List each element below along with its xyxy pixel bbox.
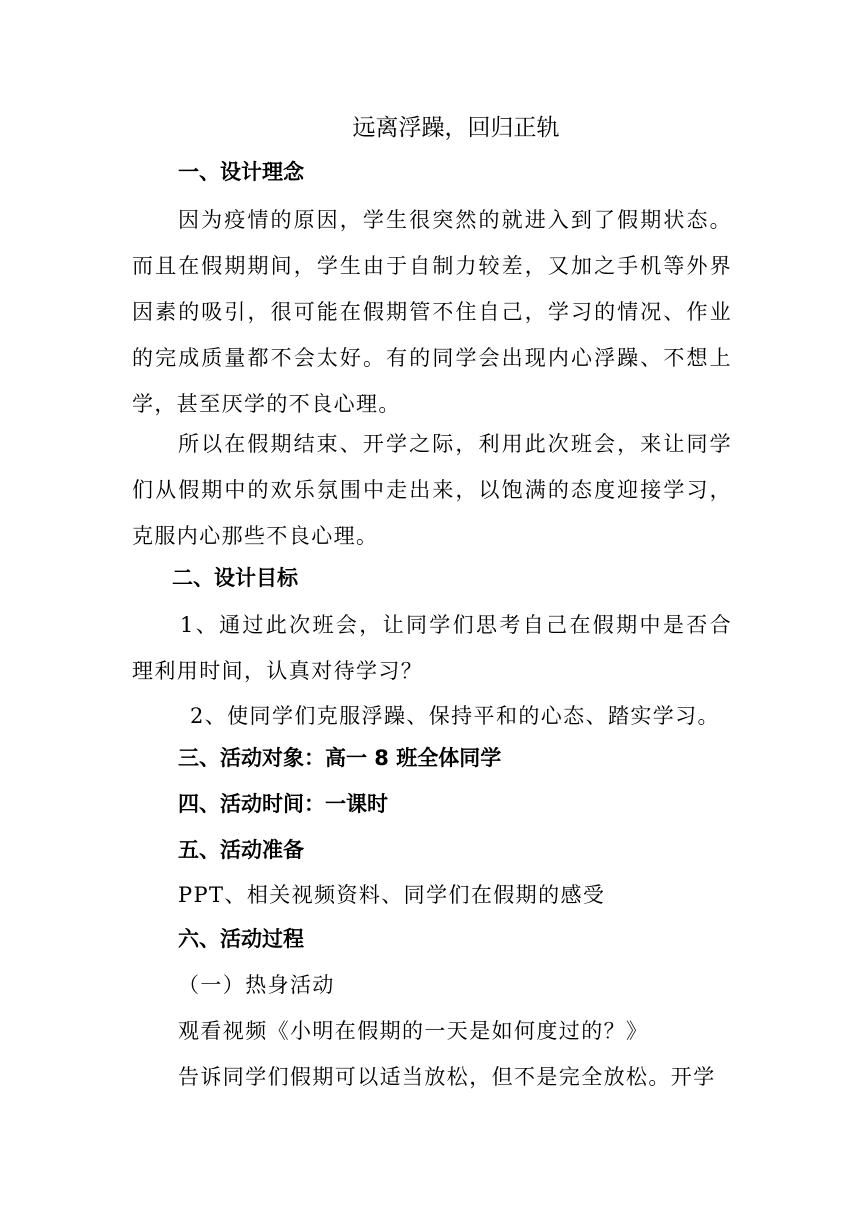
paragraph-design-concept-2: 所以在假期结束、开学之际，利用此次班会，来让同学们从假期中的欢乐氛围中走出来，以饱满的态度迎接学习，克服内心那些不良心理。 xyxy=(132,432,732,548)
preparation-text: PPT、相关视频资料、同学们在假期的感受 xyxy=(178,883,606,907)
section-heading-activity-process: 六、活动过程 xyxy=(178,927,304,951)
warmup-line-2: 告诉同学们假期可以适当放松，但不是完全放松。开学 xyxy=(178,1065,716,1089)
warmup-line-1: 观看视频《小明在假期的一天是如何度过的？》 xyxy=(178,1019,649,1043)
section-heading-activity-time: 四、活动时间：一课时 xyxy=(178,792,388,816)
subheading-warmup: （一）热身活动 xyxy=(178,973,335,997)
section-heading-activity-preparation: 五、活动准备 xyxy=(178,838,304,862)
section-heading-activity-target: 三、活动对象：高一 8 班全体同学 xyxy=(178,746,502,770)
goal-item-2: 2、使同学们克服浮躁、保持平和的心态、踏实学习。 xyxy=(190,704,720,728)
section-heading-design-concept: 一、设计理念 xyxy=(178,160,304,184)
document-title: 远离浮躁，回归正轨 xyxy=(352,115,560,141)
section-heading-design-goals: 二、设计目标 xyxy=(172,566,298,590)
goal-item-1: 1、通过此次班会，让同学们思考自己在假期中是否合理利用时间，认真对待学习？ xyxy=(132,613,732,683)
paragraph-design-concept-1: 因为疫情的原因，学生很突然的就进入到了假期状态。而且在假期期间，学生由于自制力较差，又加之手机等外界因素的吸引，很可能在假期管不住自己，学习的情况、作业的完成质量都不会太好。有的同学会出现内心浮躁、不想上学，甚至厌学的不良心理。 xyxy=(132,208,732,416)
